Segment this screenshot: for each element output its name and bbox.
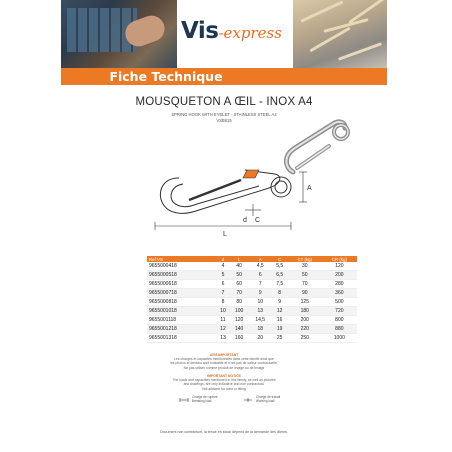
table-cell: 200 — [288, 316, 322, 325]
table-cell: 8 — [216, 298, 229, 307]
notice-fr-head: AVIS IMPORTANT — [209, 353, 239, 357]
table-cell: 880 — [322, 325, 357, 334]
brand-logo — [181, 18, 293, 48]
table-cell: 12 — [216, 325, 229, 334]
table-cell: 220 — [288, 325, 322, 334]
table-cell: 140 — [229, 325, 248, 334]
table-cell: 7,5 — [272, 280, 288, 289]
table-cell: 125 — [288, 298, 322, 307]
product-title: MOUSQUETON A ŒIL - INOX A4 — [135, 96, 313, 108]
table-cell: 9655001218 — [147, 325, 216, 334]
table-cell: 120 — [322, 262, 357, 271]
table-cell: 100 — [229, 307, 248, 316]
table-cell: 50 — [229, 271, 248, 280]
table-cell: 360 — [322, 289, 357, 298]
col-ct: CT (kg) — [288, 256, 322, 262]
table-cell: 6 — [216, 280, 229, 289]
table-cell: 90 — [288, 289, 322, 298]
table-cell: 19 — [272, 325, 288, 334]
brand-suffix: -express — [218, 24, 282, 42]
table-cell: 120 — [229, 316, 248, 325]
table-cell: 720 — [322, 307, 357, 316]
dim-label-C: C — [255, 217, 261, 224]
table-cell: 20 — [249, 334, 272, 343]
col-cr: CR (kg) — [322, 256, 357, 262]
table-cell: 6,5 — [272, 271, 288, 280]
notice-fr-line: Ne pas utiliser comme produit de levage ou de levage — [183, 365, 265, 370]
table-cell: 50 — [288, 271, 322, 280]
brand-name: Vis — [181, 18, 219, 44]
header — [61, 0, 387, 68]
table-cell: 9655000618 — [147, 280, 216, 289]
table-cell: 500 — [322, 298, 357, 307]
table-cell: 9655001318 — [147, 334, 216, 343]
banner-label: Fiche Technique — [109, 69, 223, 84]
table-cell: 4 — [216, 262, 229, 271]
table-cell: 10 — [216, 307, 229, 316]
table-row — [147, 262, 357, 271]
col-a: A — [249, 256, 272, 262]
table-row — [147, 325, 357, 334]
table-cell: 8 — [272, 289, 288, 298]
legend-cr-en: Working load — [255, 398, 275, 403]
table-cell: 60 — [229, 280, 248, 289]
table-cell: 12 — [272, 307, 288, 316]
legend-cr-fr: Charge de travail — [255, 395, 281, 399]
table-cell: 250 — [288, 334, 322, 343]
table-cell: 180 — [288, 307, 322, 316]
spec-table — [147, 256, 357, 343]
table-cell: 7 — [216, 289, 229, 298]
table-row — [147, 307, 357, 316]
table-cell: 11 — [216, 316, 229, 325]
table-cell: 70 — [229, 289, 248, 298]
technical-drawing — [149, 164, 324, 246]
table-cell: 13 — [216, 334, 229, 343]
section-banner — [61, 68, 387, 85]
col-l: L — [229, 256, 248, 262]
table-cell: 40 — [229, 262, 248, 271]
header-photo-tools — [61, 0, 177, 68]
col-c: C — [272, 256, 288, 262]
product-subtitle: SPRING HOOK WITH EYELET - STAINLESS STEEL A4 — [171, 112, 277, 117]
table-cell: 18 — [249, 325, 272, 334]
breaking-load-icon — [179, 397, 189, 403]
table-cell: 5 — [216, 271, 229, 280]
notice-fr-line: les photos et dessins sont indicatifs et n'ont pas de valeur contractuelle. — [170, 361, 278, 366]
table-cell: 9 — [249, 289, 272, 298]
legend-ct-fr: Charge de rupture — [191, 395, 218, 399]
notice-en-line: The loads and capacities mentioned in this family, as well as pictures — [172, 378, 276, 383]
table-row — [147, 271, 357, 280]
table-cell: 200 — [322, 271, 357, 280]
footer-note: Document non contractuel, la tenue en stock dépend de la demande des clients. — [160, 430, 288, 434]
table-cell: 9655001018 — [147, 307, 216, 316]
notice-en — [61, 374, 387, 391]
notice-en-line: and drawings, are only indicative and non contractual. — [183, 382, 265, 387]
table-cell: 800 — [322, 316, 357, 325]
table-cell: 9655000818 — [147, 298, 216, 307]
legend-cr — [243, 396, 280, 404]
technical-sheet — [61, 0, 387, 452]
notice-en-head: IMPORTANT NOTICE — [207, 374, 241, 378]
col-ref: Ref VS — [147, 256, 216, 262]
table-cell: 30 — [288, 262, 322, 271]
table-cell: 13 — [249, 307, 272, 316]
table-cell: 9655000718 — [147, 289, 216, 298]
table-row — [147, 334, 357, 343]
table-cell: 25 — [272, 334, 288, 343]
table-row — [147, 298, 357, 307]
table-cell: 80 — [229, 298, 248, 307]
table-cell: 6 — [249, 271, 272, 280]
table-row — [147, 280, 357, 289]
table-cell: 9655000418 — [147, 262, 216, 271]
notice-fr — [61, 353, 387, 370]
notice-en-line: Not allowed for hoist or lifting — [202, 386, 246, 391]
dim-label-L: L — [223, 231, 227, 238]
notice-fr-line: Les charges et capacités mentionnées dans cette famille ainsi que — [174, 357, 274, 362]
table-cell: 5,5 — [272, 262, 288, 271]
table-cell: 14,5 — [249, 316, 272, 325]
product-code: VSB615 — [216, 118, 232, 123]
dim-label-A: A — [307, 185, 312, 192]
table-cell: 280 — [322, 280, 357, 289]
table-cell: 16 — [272, 316, 288, 325]
legend-ct — [179, 396, 218, 404]
table-row — [147, 316, 357, 325]
table-cell: 160 — [229, 334, 248, 343]
col-d: d — [216, 256, 229, 262]
header-photo-screws — [293, 0, 387, 68]
table-cell: 9655001118 — [147, 316, 216, 325]
table-cell: 9 — [272, 298, 288, 307]
table-row — [147, 289, 357, 298]
table-cell: 10 — [249, 298, 272, 307]
dim-label-d: d — [243, 217, 247, 224]
table-cell: 9655000518 — [147, 271, 216, 280]
legend-ct-en: Breaking load — [191, 398, 212, 403]
working-load-icon — [243, 397, 253, 403]
table-cell: 70 — [288, 280, 322, 289]
table-cell: 7 — [249, 280, 272, 289]
table-cell: 4,5 — [249, 262, 272, 271]
table-cell: 1000 — [322, 334, 357, 343]
